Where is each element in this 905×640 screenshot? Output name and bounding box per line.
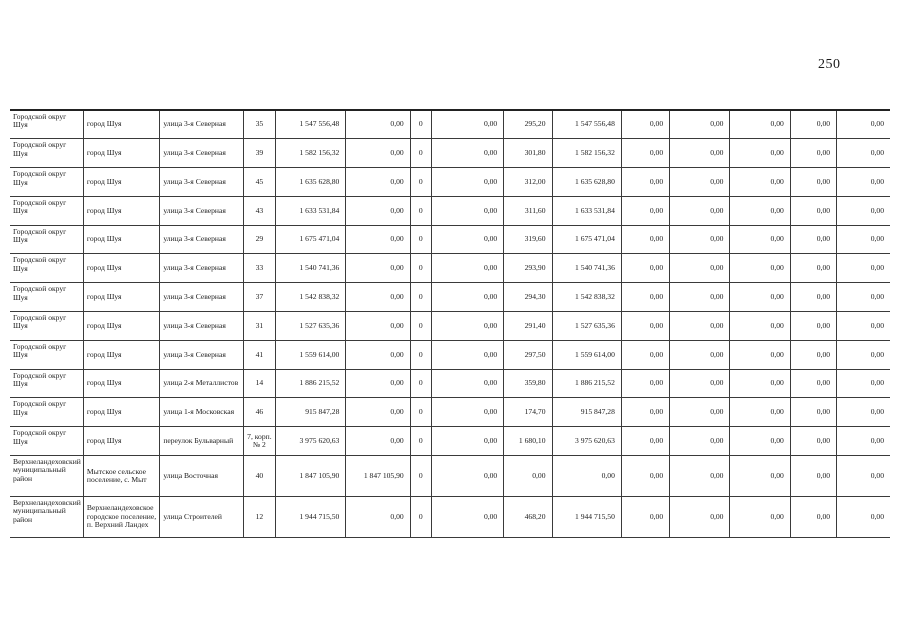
area-cell: 294,30 [504, 283, 552, 312]
total-cost-2-cell: 1 542 838,32 [552, 283, 621, 312]
value-cell: 0,00 [790, 456, 836, 497]
area-cell: 174,70 [504, 398, 552, 427]
total-cost-cell: 1 847 105,90 [275, 456, 345, 497]
value-cell: 0,00 [837, 139, 890, 168]
total-cost-cell: 1 633 531,84 [275, 196, 345, 225]
value-cell: 0,00 [730, 168, 790, 197]
fund-cost-cell: 0,00 [346, 398, 410, 427]
value-cell: 0,00 [730, 254, 790, 283]
house-number-cell: 29 [243, 225, 275, 254]
municipality-cell: Городской округ Шуя [10, 110, 83, 139]
total-cost-2-cell: 1 944 715,50 [552, 497, 621, 538]
settlement-cell: город Шуя [83, 168, 159, 197]
area-cell: 468,20 [504, 497, 552, 538]
count-cell: 0 [410, 427, 431, 456]
settlement-cell: город Шуя [83, 369, 159, 398]
settlement-cell: город Шуя [83, 312, 159, 341]
count-cell: 0 [410, 456, 431, 497]
value-cell: 0,00 [431, 398, 503, 427]
value-cell: 0,00 [837, 427, 890, 456]
fund-cost-cell: 0,00 [346, 254, 410, 283]
table-row [10, 497, 890, 538]
total-cost-cell: 1 582 156,32 [275, 139, 345, 168]
value-cell: 0,00 [837, 497, 890, 538]
area-cell: 295,20 [504, 110, 552, 139]
value-cell: 0,00 [790, 283, 836, 312]
value-cell: 0,00 [621, 196, 669, 225]
municipality-cell: Верхнеландеховский муниципальный район [10, 497, 83, 538]
total-cost-2-cell: 1 559 614,00 [552, 340, 621, 369]
count-cell: 0 [410, 139, 431, 168]
value-cell: 0,00 [621, 168, 669, 197]
value-cell: 0,00 [670, 369, 730, 398]
area-cell: 319,60 [504, 225, 552, 254]
value-cell: 0,00 [837, 369, 890, 398]
street-cell: переулок Бульварный [160, 427, 243, 456]
value-cell: 0,00 [431, 139, 503, 168]
value-cell: 0,00 [730, 196, 790, 225]
municipality-cell: Городской округ Шуя [10, 168, 83, 197]
value-cell: 0,00 [621, 340, 669, 369]
value-cell: 0,00 [670, 427, 730, 456]
housing-table [10, 109, 890, 538]
table-row [10, 398, 890, 427]
count-cell: 0 [410, 196, 431, 225]
fund-cost-cell: 0,00 [346, 283, 410, 312]
value-cell: 0,00 [670, 312, 730, 341]
house-number-cell: 46 [243, 398, 275, 427]
value-cell: 0,00 [621, 398, 669, 427]
value-cell: 0,00 [790, 398, 836, 427]
value-cell: 0,00 [621, 427, 669, 456]
count-cell: 0 [410, 312, 431, 341]
value-cell: 0,00 [730, 283, 790, 312]
value-cell: 0,00 [431, 225, 503, 254]
total-cost-cell: 1 559 614,00 [275, 340, 345, 369]
total-cost-2-cell: 0,00 [552, 456, 621, 497]
count-cell: 0 [410, 497, 431, 538]
settlement-cell: город Шуя [83, 254, 159, 283]
value-cell: 0,00 [670, 456, 730, 497]
table-row [10, 254, 890, 283]
fund-cost-cell: 0,00 [346, 369, 410, 398]
street-cell: улица 3-я Северная [160, 283, 243, 312]
settlement-cell: Мытское сельское поселение, с. Мыт [83, 456, 159, 497]
area-cell: 297,50 [504, 340, 552, 369]
value-cell: 0,00 [837, 225, 890, 254]
count-cell: 0 [410, 283, 431, 312]
municipality-cell: Городской округ Шуя [10, 340, 83, 369]
value-cell: 0,00 [670, 340, 730, 369]
area-cell: 359,80 [504, 369, 552, 398]
street-cell: улица 3-я Северная [160, 168, 243, 197]
value-cell: 0,00 [790, 497, 836, 538]
table-row [10, 427, 890, 456]
count-cell: 0 [410, 340, 431, 369]
house-number-cell: 45 [243, 168, 275, 197]
table-row [10, 369, 890, 398]
house-number-cell: 41 [243, 340, 275, 369]
value-cell: 0,00 [790, 196, 836, 225]
municipality-cell: Городской округ Шуя [10, 283, 83, 312]
house-number-cell: 33 [243, 254, 275, 283]
total-cost-cell: 1 886 215,52 [275, 369, 345, 398]
value-cell: 0,00 [837, 196, 890, 225]
total-cost-2-cell: 1 635 628,80 [552, 168, 621, 197]
fund-cost-cell: 0,00 [346, 497, 410, 538]
settlement-cell: город Шуя [83, 283, 159, 312]
total-cost-2-cell: 1 675 471,04 [552, 225, 621, 254]
street-cell: улица 3-я Северная [160, 139, 243, 168]
total-cost-2-cell: 1 886 215,52 [552, 369, 621, 398]
value-cell: 0,00 [431, 340, 503, 369]
value-cell: 0,00 [431, 427, 503, 456]
count-cell: 0 [410, 254, 431, 283]
municipality-cell: Городской округ Шуя [10, 369, 83, 398]
settlement-cell: город Шуя [83, 225, 159, 254]
settlement-cell: город Шуя [83, 110, 159, 139]
fund-cost-cell: 0,00 [346, 427, 410, 456]
value-cell: 0,00 [790, 340, 836, 369]
value-cell: 0,00 [621, 254, 669, 283]
house-number-cell: 7, корп. № 2 [243, 427, 275, 456]
fund-cost-cell: 1 847 105,90 [346, 456, 410, 497]
total-cost-cell: 3 975 620,63 [275, 427, 345, 456]
settlement-cell: город Шуя [83, 427, 159, 456]
value-cell: 0,00 [431, 283, 503, 312]
value-cell: 0,00 [431, 110, 503, 139]
value-cell: 0,00 [730, 398, 790, 427]
total-cost-cell: 1 540 741,36 [275, 254, 345, 283]
house-number-cell: 14 [243, 369, 275, 398]
value-cell: 0,00 [837, 168, 890, 197]
value-cell: 0,00 [431, 168, 503, 197]
value-cell: 0,00 [670, 254, 730, 283]
value-cell: 0,00 [621, 110, 669, 139]
value-cell: 0,00 [790, 254, 836, 283]
street-cell: улица 2-я Металлистов [160, 369, 243, 398]
settlement-cell: город Шуя [83, 196, 159, 225]
value-cell: 0,00 [621, 312, 669, 341]
total-cost-2-cell: 1 547 556,48 [552, 110, 621, 139]
house-number-cell: 40 [243, 456, 275, 497]
value-cell: 0,00 [670, 497, 730, 538]
table-row [10, 168, 890, 197]
fund-cost-cell: 0,00 [346, 168, 410, 197]
total-cost-2-cell: 3 975 620,63 [552, 427, 621, 456]
total-cost-2-cell: 1 540 741,36 [552, 254, 621, 283]
fund-cost-cell: 0,00 [346, 139, 410, 168]
settlement-cell: город Шуя [83, 398, 159, 427]
value-cell: 0,00 [790, 427, 836, 456]
area-cell: 312,00 [504, 168, 552, 197]
value-cell: 0,00 [431, 312, 503, 341]
total-cost-cell: 1 542 838,32 [275, 283, 345, 312]
count-cell: 0 [410, 168, 431, 197]
street-cell: улица 3-я Северная [160, 340, 243, 369]
value-cell: 0,00 [670, 225, 730, 254]
value-cell: 0,00 [670, 110, 730, 139]
municipality-cell: Городской округ Шуя [10, 312, 83, 341]
value-cell: 0,00 [837, 398, 890, 427]
area-cell: 1 680,10 [504, 427, 552, 456]
street-cell: улица 3-я Северная [160, 196, 243, 225]
house-number-cell: 35 [243, 110, 275, 139]
area-cell: 291,40 [504, 312, 552, 341]
house-number-cell: 39 [243, 139, 275, 168]
municipality-cell: Верхнеландеховский муниципальный район [10, 456, 83, 497]
table-row [10, 196, 890, 225]
count-cell: 0 [410, 369, 431, 398]
total-cost-cell: 1 675 471,04 [275, 225, 345, 254]
municipality-cell: Городской округ Шуя [10, 196, 83, 225]
value-cell: 0,00 [730, 110, 790, 139]
house-number-cell: 31 [243, 312, 275, 341]
value-cell: 0,00 [670, 168, 730, 197]
table-row [10, 340, 890, 369]
value-cell: 0,00 [730, 427, 790, 456]
value-cell: 0,00 [730, 497, 790, 538]
value-cell: 0,00 [670, 139, 730, 168]
value-cell: 0,00 [837, 110, 890, 139]
value-cell: 0,00 [790, 225, 836, 254]
value-cell: 0,00 [621, 456, 669, 497]
fund-cost-cell: 0,00 [346, 340, 410, 369]
area-cell: 0,00 [504, 456, 552, 497]
value-cell: 0,00 [431, 196, 503, 225]
value-cell: 0,00 [621, 497, 669, 538]
total-cost-cell: 1 547 556,48 [275, 110, 345, 139]
fund-cost-cell: 0,00 [346, 110, 410, 139]
total-cost-2-cell: 915 847,28 [552, 398, 621, 427]
value-cell: 0,00 [730, 340, 790, 369]
table-row [10, 312, 890, 341]
municipality-cell: Городской округ Шуя [10, 225, 83, 254]
fund-cost-cell: 0,00 [346, 225, 410, 254]
value-cell: 0,00 [431, 456, 503, 497]
value-cell: 0,00 [730, 139, 790, 168]
count-cell: 0 [410, 398, 431, 427]
table-row [10, 225, 890, 254]
total-cost-2-cell: 1 582 156,32 [552, 139, 621, 168]
street-cell: улица Строителей [160, 497, 243, 538]
value-cell: 0,00 [621, 283, 669, 312]
street-cell: улица 3-я Северная [160, 225, 243, 254]
value-cell: 0,00 [790, 168, 836, 197]
table-row [10, 139, 890, 168]
value-cell: 0,00 [730, 456, 790, 497]
street-cell: улица 3-я Северная [160, 110, 243, 139]
value-cell: 0,00 [790, 110, 836, 139]
value-cell: 0,00 [730, 225, 790, 254]
settlement-cell: город Шуя [83, 139, 159, 168]
value-cell: 0,00 [670, 398, 730, 427]
street-cell: улица 1-я Московская [160, 398, 243, 427]
value-cell: 0,00 [670, 283, 730, 312]
table-row [10, 110, 890, 139]
street-cell: улица 3-я Северная [160, 254, 243, 283]
municipality-cell: Городской округ Шуя [10, 254, 83, 283]
value-cell: 0,00 [837, 254, 890, 283]
total-cost-2-cell: 1 527 635,36 [552, 312, 621, 341]
value-cell: 0,00 [837, 456, 890, 497]
value-cell: 0,00 [790, 312, 836, 341]
value-cell: 0,00 [837, 312, 890, 341]
table-body [10, 110, 890, 538]
total-cost-cell: 915 847,28 [275, 398, 345, 427]
area-cell: 301,80 [504, 139, 552, 168]
settlement-cell: Верхнеландеховское городское поселение, п. Верхний Ландех [83, 497, 159, 538]
value-cell: 0,00 [621, 369, 669, 398]
house-number-cell: 12 [243, 497, 275, 538]
fund-cost-cell: 0,00 [346, 196, 410, 225]
total-cost-cell: 1 635 628,80 [275, 168, 345, 197]
area-cell: 293,90 [504, 254, 552, 283]
settlement-cell: город Шуя [83, 340, 159, 369]
value-cell: 0,00 [431, 254, 503, 283]
page-number: 250 [818, 57, 841, 72]
table-row [10, 456, 890, 497]
table-row [10, 283, 890, 312]
municipality-cell: Городской округ Шуя [10, 398, 83, 427]
value-cell: 0,00 [431, 369, 503, 398]
fund-cost-cell: 0,00 [346, 312, 410, 341]
value-cell: 0,00 [730, 369, 790, 398]
municipality-cell: Городской округ Шуя [10, 139, 83, 168]
value-cell: 0,00 [621, 139, 669, 168]
area-cell: 311,60 [504, 196, 552, 225]
value-cell: 0,00 [621, 225, 669, 254]
value-cell: 0,00 [730, 312, 790, 341]
value-cell: 0,00 [670, 196, 730, 225]
municipality-cell: Городской округ Шуя [10, 427, 83, 456]
count-cell: 0 [410, 225, 431, 254]
value-cell: 0,00 [431, 497, 503, 538]
value-cell: 0,00 [790, 139, 836, 168]
street-cell: улица Восточная [160, 456, 243, 497]
value-cell: 0,00 [837, 340, 890, 369]
total-cost-cell: 1 527 635,36 [275, 312, 345, 341]
value-cell: 0,00 [837, 283, 890, 312]
total-cost-2-cell: 1 633 531,84 [552, 196, 621, 225]
count-cell: 0 [410, 110, 431, 139]
total-cost-cell: 1 944 715,50 [275, 497, 345, 538]
value-cell: 0,00 [790, 369, 836, 398]
house-number-cell: 37 [243, 283, 275, 312]
house-number-cell: 43 [243, 196, 275, 225]
street-cell: улица 3-я Северная [160, 312, 243, 341]
